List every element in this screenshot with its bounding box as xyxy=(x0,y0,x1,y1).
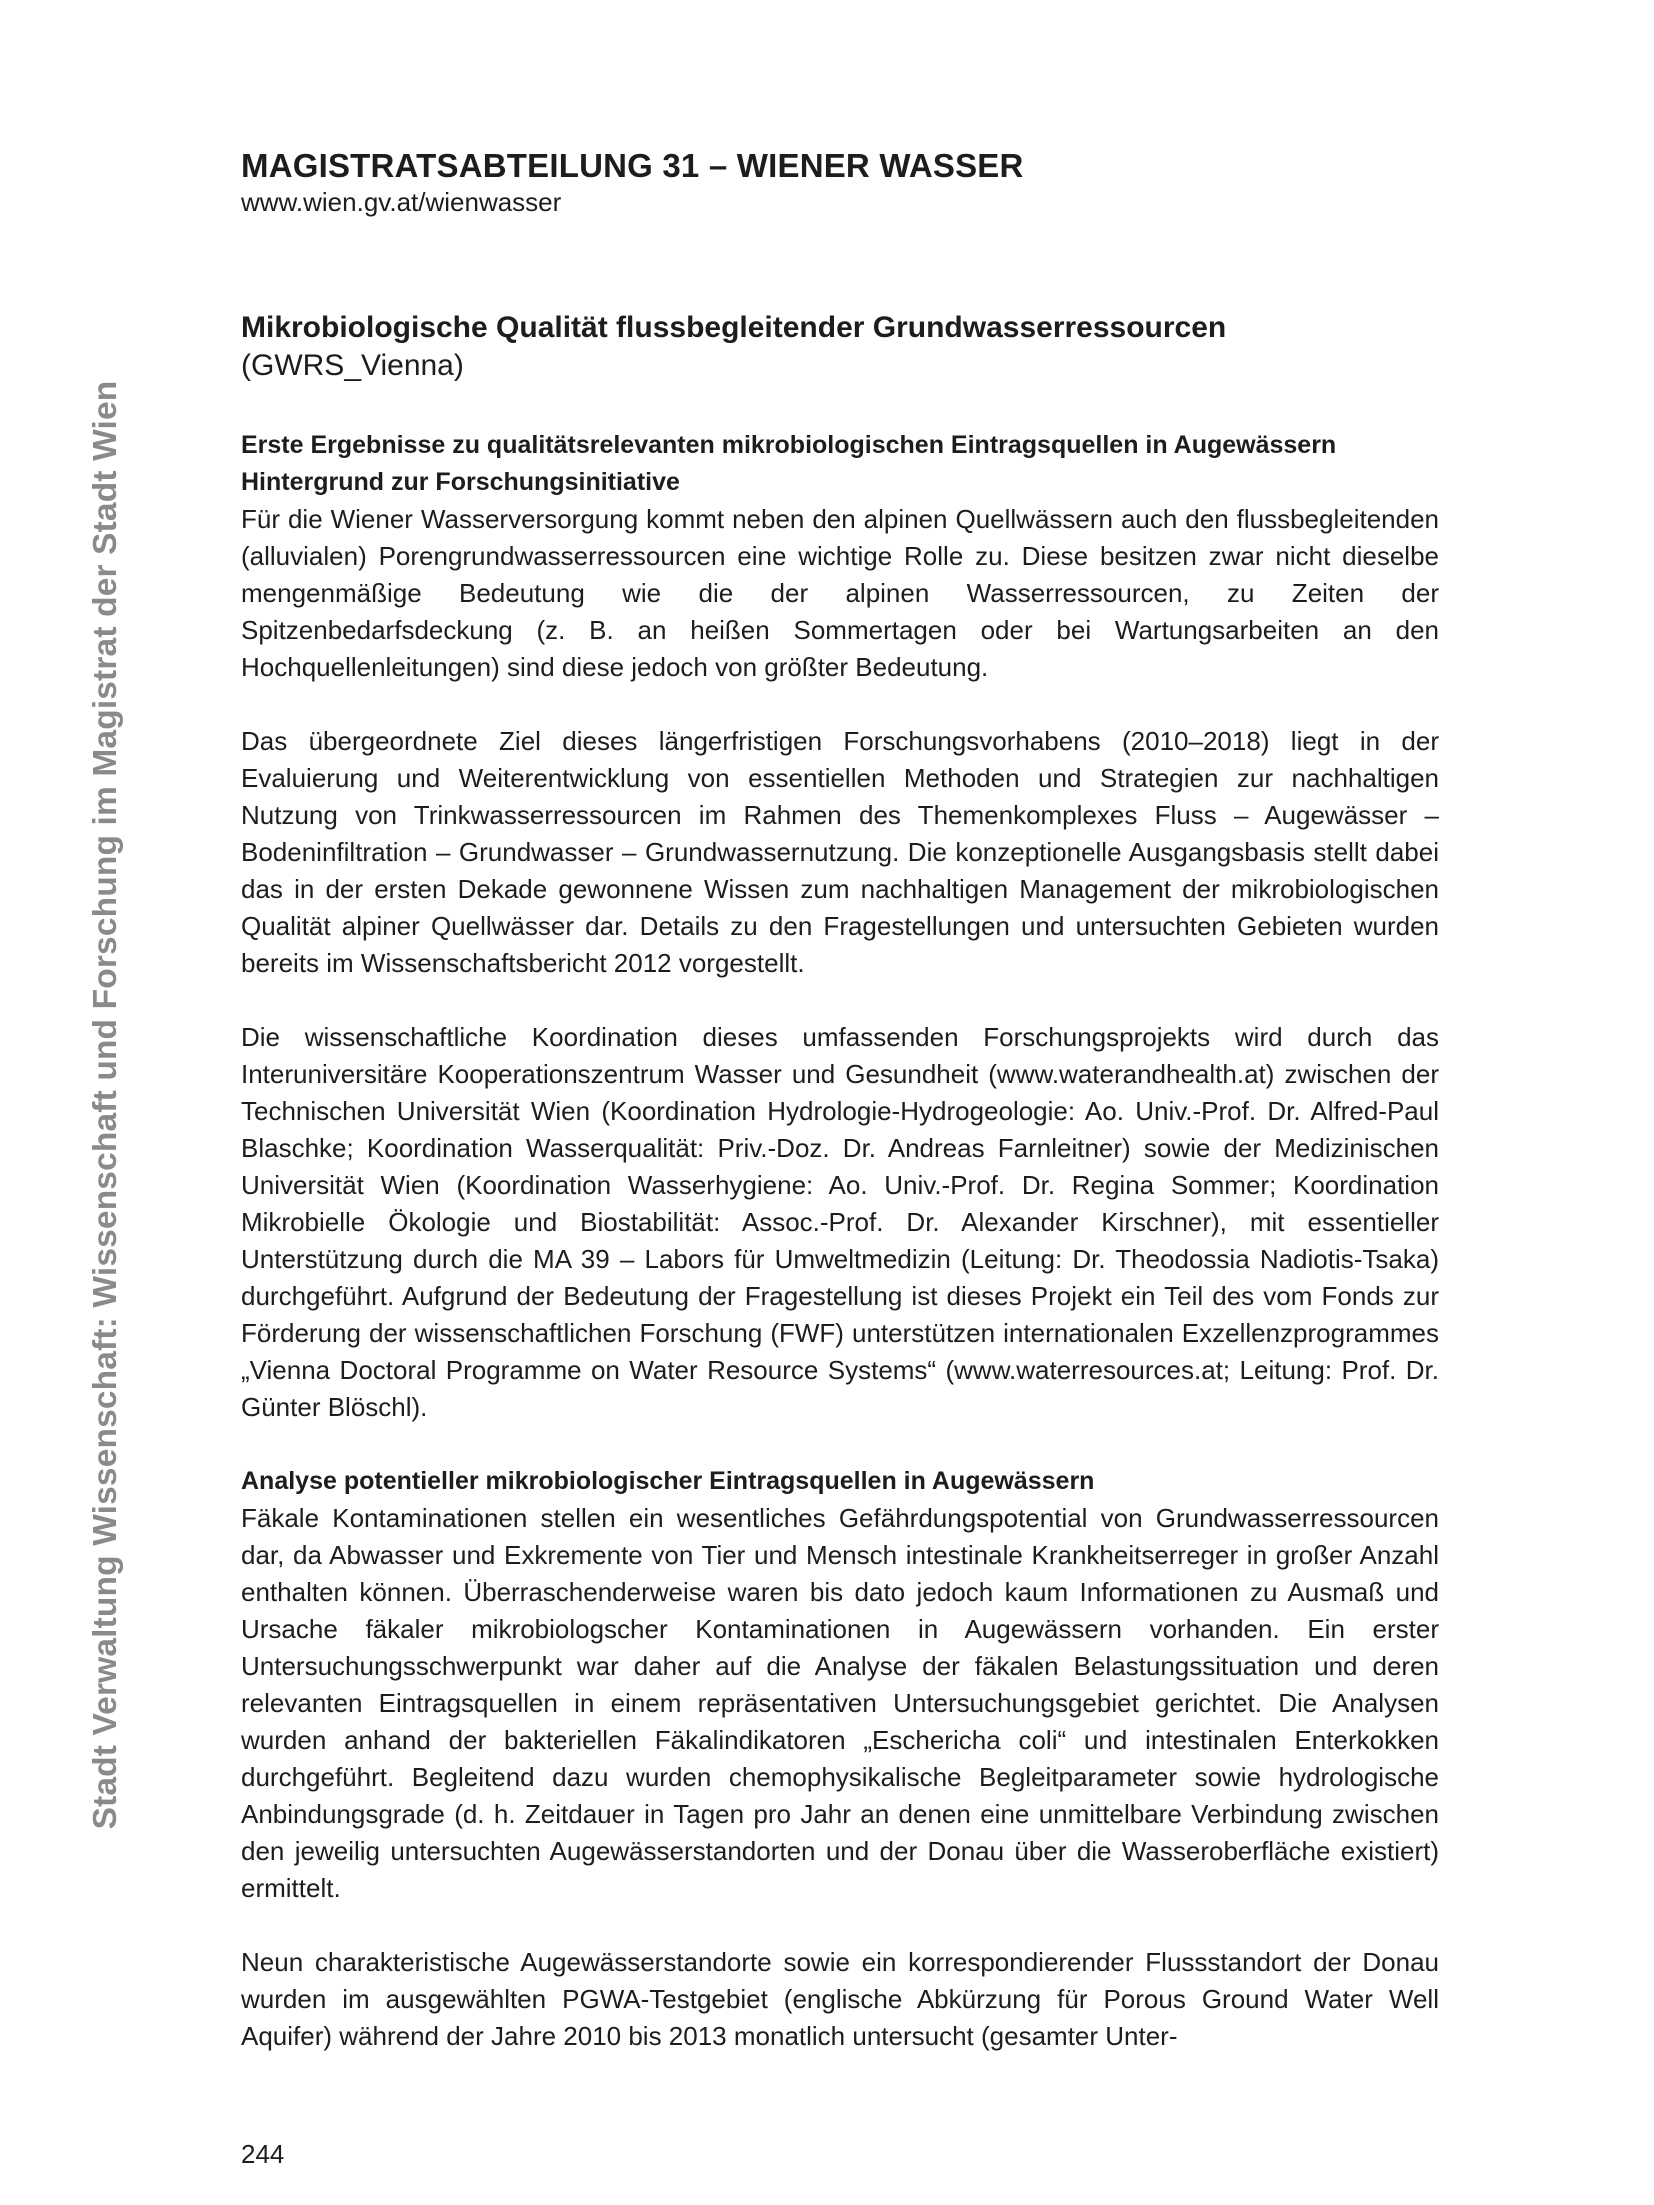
paragraph-coordination: Die wissenschaftliche Koordination dieses umfassenden Forschungsprojekts wird durch das Interuniversitäre Kooperationszentrum Wasser und Gesundheit (www.waterandhealth.at) zwischen der Technischen Universität Wien (Koordination Hydrologie-Hydrogeologie: Ao. Univ.-Prof. Dr. Alfred-Paul Blaschke; Koordination Wasserqualität: Priv.-Doz. Dr. Andreas Farnleitner) sowie der Medizinischen Universität Wien (Koordination Wasserhygiene: Ao. Univ.-Prof. Dr. Regina Sommer; Koordination Mikrobielle Ökologie und Biostabilität: Assoc.-Prof. Dr. Alexander Kirschner), mit essentieller Unterstützung durch die MA 39 – Labors für Umweltmedizin (Leitung: Dr. Theodossia Nadiotis-Tsaka) durchgeführt. Aufgrund der Bedeutung der Fragestellung ist dieses Projekt ein Teil des vom Fonds zur Förderung der wissenschaftlichen Forschung (FWF) unterstützen internationalen Exzellenzprogrammes „Vienna Doctoral Programme on Water Resource Systems“ (www.waterresources.at; Leitung: Prof. Dr. Günter Blöschl). xyxy=(241,1022,1439,1422)
paragraph-sites: Neun charakteristische Augewässerstandorte sowie ein korrespondierender Flussstandort der Donau wurden im ausgewählten PGWA-Testgebiet (englische Abkürzung für Porous Ground Water Well Aquifer) während der Jahre 2010 bis 2013 monatlich untersucht (gesamter Unter- xyxy=(241,1947,1439,2051)
project-code: (GWRS_Vienna) xyxy=(241,349,464,382)
section-heading-analysis: Analyse potentieller mikrobiologischer Eintragsquellen in Augewässern xyxy=(241,1467,1095,1495)
paragraph-analysis: Fäkale Kontaminationen stellen ein wesentliches Gefährdungspotential von Grundwasserressourcen dar, da Abwasser und Exkremente von Tier und Mensch intestinale Krankheitserreger in großer Anzahl enthalten können. Überraschenderweise waren bis dato jedoch kaum Informationen zu Ausmaß und Ursache fäkaler mikrobiologscher Kontaminationen in Augewässern vorhanden. Ein erster Untersuchungsschwerpunkt war daher auf die Analyse der fäkalen Belastungssituation und deren relevanten Eintragsquellen in einem repräsentativen Untersuchungsgebiet gerichtet. Die Analysen wurden anhand der bakteriellen Fäkalindikatoren „Eschericha coli“ und intestinalen Enterkokken durchgeführt. Begleitend dazu wurden chemophysikalische Begleitparameter sowie hydrologische Anbindungsgrade (d. h. Zeitdauer in Tagen pro Jahr an denen eine unmittelbare Verbindung zwischen den jeweilig untersuchten Augewässerstandorten und der Donau über die Wasseroberfläche existiert) ermittelt. xyxy=(241,1503,1439,1903)
project-title: Mikrobiologische Qualität flussbegleitender Grundwasserressourcen xyxy=(241,311,1227,344)
side-title-text: Stadt Verwaltung Wissenschaft: Wissenschaft und Forschung im Magistrat der Stadt Wien xyxy=(87,380,124,1830)
section-heading-background: Hintergrund zur Forschungsinitiative xyxy=(241,468,680,496)
paragraph-goal: Das übergeordnete Ziel dieses längerfristigen Forschungsvorhabens (2010–2018) liegt in der Evaluierung und Weiterentwicklung von essentiellen Methoden und Strategien zur nachhaltigen Nutzung von Trinkwasserressourcen im Rahmen des Themenkomplexes Fluss – Augewässer – Bodeninfiltration – Grundwasser – Grundwassernutzung. Die konzeptionelle Ausgangsbasis stellt dabei das in der ersten Dekade gewonnene Wissen zum nachhaltigen Management der mikrobiologischen Qualität alpiner Quellwässer dar. Details zu den Fragestellungen und untersuchten Gebieten wurden bereits im Wissenschaftsbericht 2012 vorgestellt. xyxy=(241,726,1439,978)
department-url: www.wien.gv.at/wienwasser xyxy=(241,187,562,217)
page-number: 244 xyxy=(241,2139,285,2169)
page-content xyxy=(241,146,1439,2055)
paragraph-background: Für die Wiener Wasserversorgung kommt neben den alpinen Quellwässern auch den flussbegleitenden (alluvialen) Porengrundwasserressourcen eine wichtige Rolle zu. Diese besitzen zwar nicht dieselbe mengenmäßige Bedeutung wie die der alpinen Wasserressourcen, zu Zeiten der Spitzenbedarfsdeckung (z. B. an heißen Sommertagen oder bei Wartungsarbeiten an den Hochquellenleitungen) sind diese jedoch von größter Bedeutung. xyxy=(241,504,1439,682)
department-title: MAGISTRATSABTEILUNG 31 – WIENER WASSER xyxy=(241,147,1024,184)
section-heading-results: Erste Ergebnisse zu qualitätsrelevanten mikrobiologischen Eintragsquellen in Augewässern xyxy=(241,431,1337,459)
